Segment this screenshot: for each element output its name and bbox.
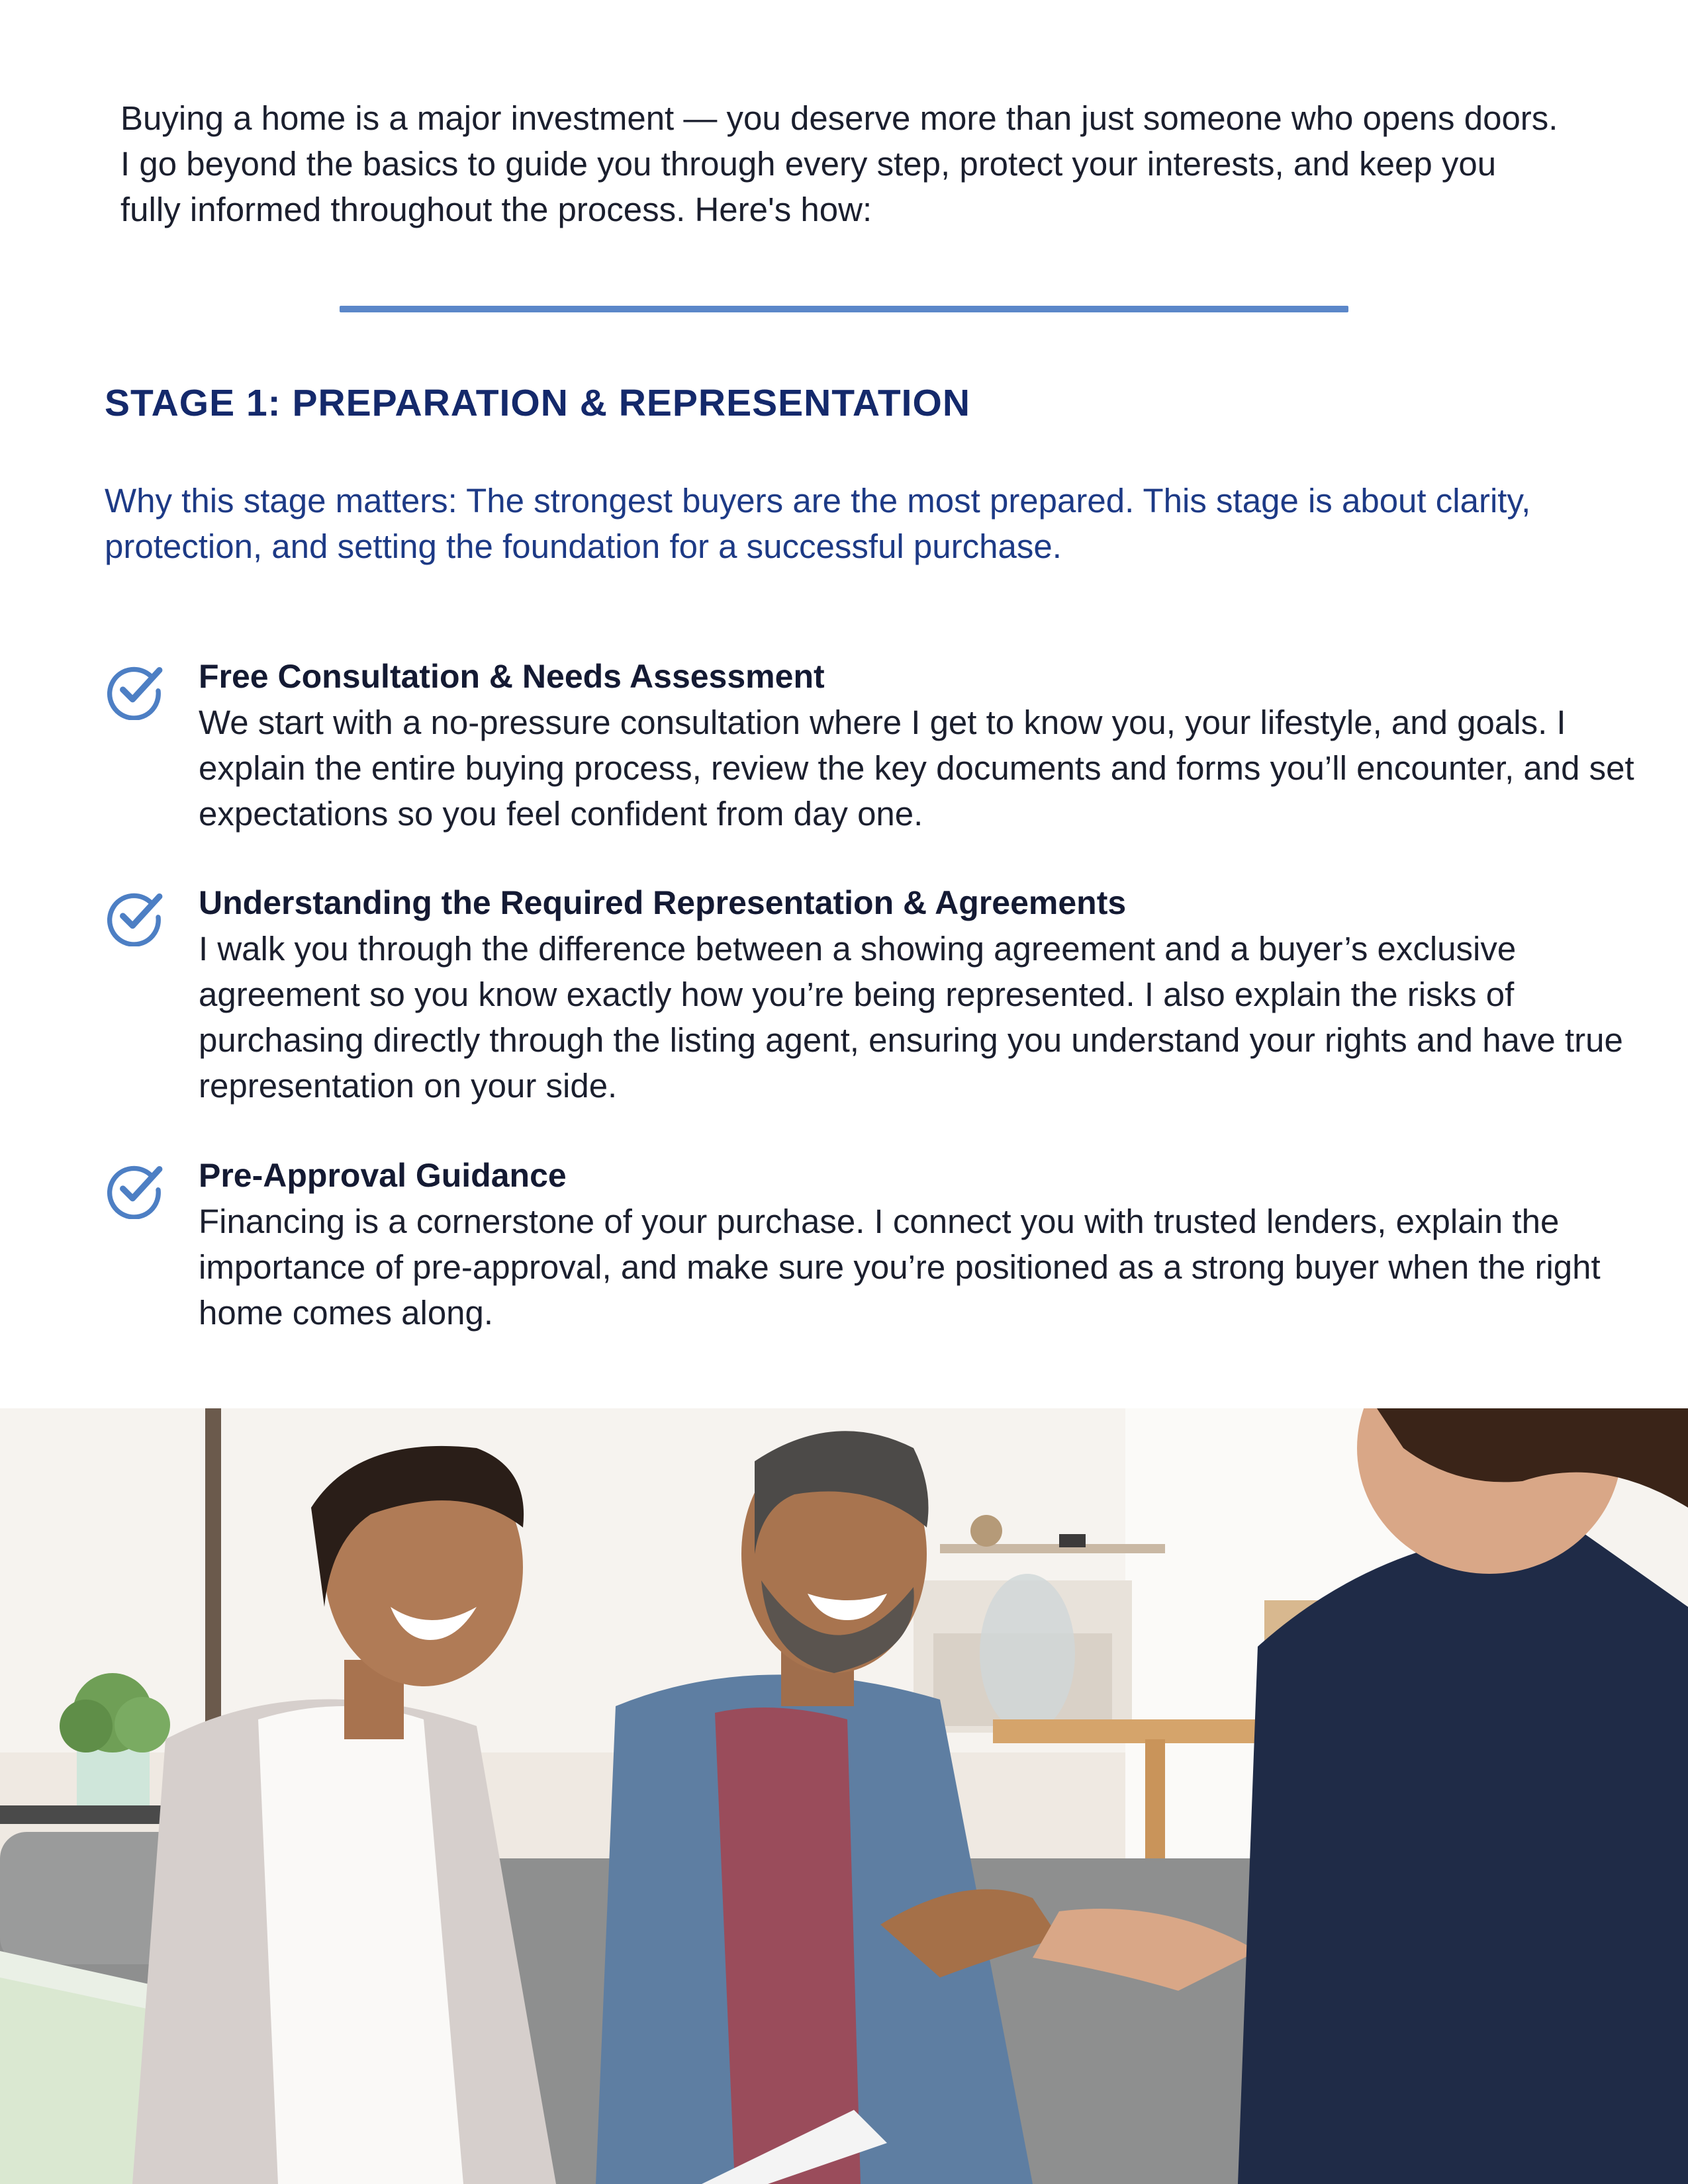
divider-rule (340, 306, 1348, 312)
check-circle-icon (105, 886, 165, 946)
check-circle-icon (105, 659, 165, 720)
stage-title: STAGE 1: PREPARATION & REPRESENTATION (105, 382, 970, 424)
check-circle-icon (105, 1158, 165, 1219)
item-title: Free Consultation & Needs Assessment (199, 658, 825, 695)
item-text: Financing is a cornerstone of your purchase. I connect you with trusted lenders, explain the importance of pre-approval, and make sure you’re positioned as a strong buyer when the right home comes along. (199, 1203, 1601, 1332)
photo-illustration (0, 1408, 1688, 2184)
item-title: Understanding the Required Representation & Agreements (199, 884, 1127, 921)
intro-paragraph: Buying a home is a major investment — you deserve more than just someone who opens doors. I go beyond the basics to guide you through every step, protect your interests, and keep you fully informed throughout the process. Here's how: (120, 99, 1558, 228)
consultation-handshake-photo (0, 1408, 1688, 2184)
item-text: I walk you through the difference between a showing agreement and a buyer’s exclusive agreement so you know exactly how you’re being represented. I also explain the risks of purchasing directly through the listing agent, ensuring you understand your rights and have true representation on your side. (199, 930, 1623, 1105)
item-text: We start with a no-pressure consultation where I get to know you, your lifestyle, and goals. I explain the entire buying process, review the key documents and forms you’ll encounter, and set expectations so you feel confident from day one. (199, 704, 1634, 833)
item-title: Pre-Approval Guidance (199, 1157, 567, 1194)
stage-why-text: Why this stage matters: The strongest buyers are the most prepared. This stage is about clarity, protection, and setting the foundation for a successful purchase. (105, 482, 1531, 565)
